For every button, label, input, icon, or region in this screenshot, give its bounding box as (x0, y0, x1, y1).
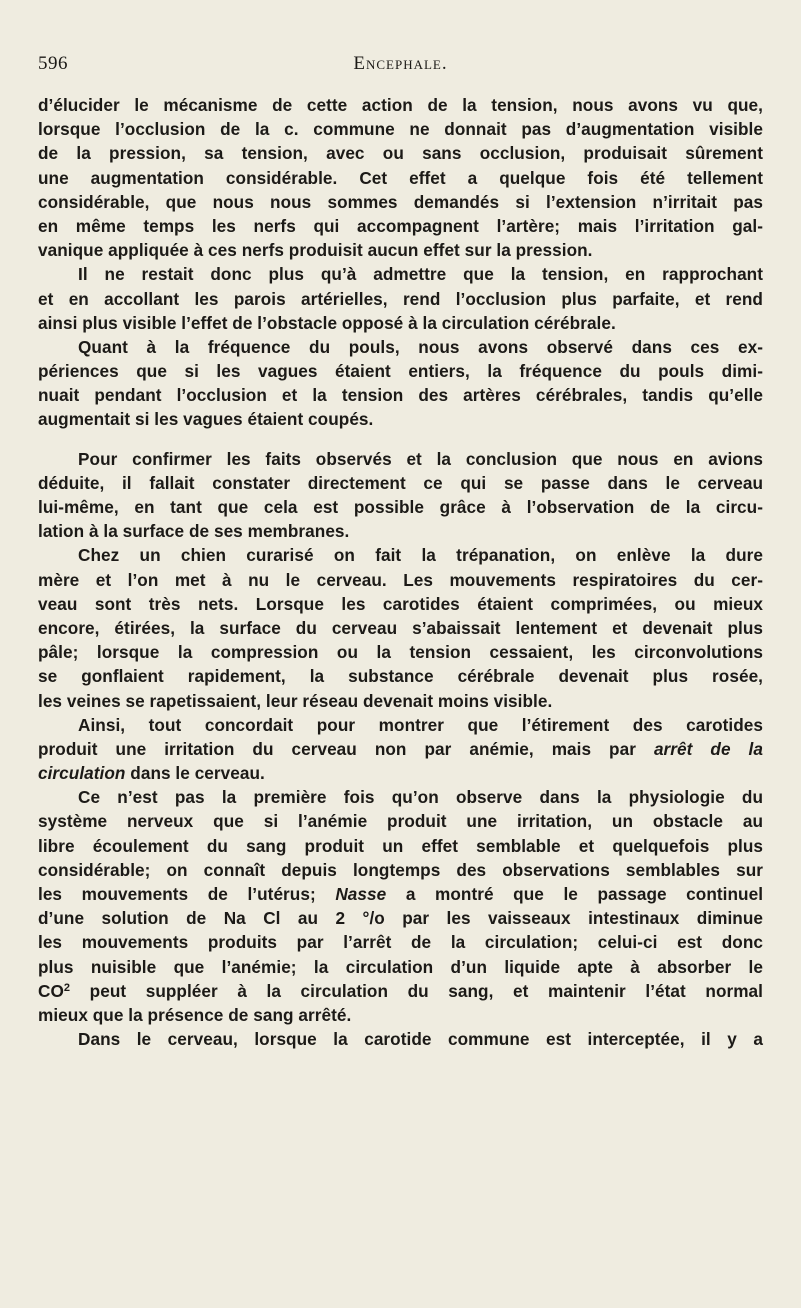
section-gap (38, 432, 763, 447)
running-head-text: Encephale. (353, 53, 448, 74)
text-line: vanique appliquée à ces nerfs produisit aucun effet sur la pression. (38, 240, 593, 261)
text-line: en même temps les nerfs qui accompagnent l’artère; mais l’irritation gal- (38, 215, 763, 236)
page-number: 596 (38, 53, 68, 74)
text-line: considérable, que nous nous sommes demandés si l’extension n’irritait pas (38, 191, 763, 212)
page-header (38, 53, 763, 83)
paragraph (38, 785, 763, 1027)
running-head (38, 53, 763, 75)
text-line: Ce n’est pas la première fois qu’on observe dans la physiologie du (78, 787, 763, 808)
text-span: par les vaisseaux intestinaux diminue (402, 908, 764, 929)
paragraph (38, 447, 763, 544)
text-span: CO (38, 980, 64, 1001)
text-line: Pour confirmer les faits observés et la conclusion que nous en avions (78, 448, 763, 469)
percent-sign: °/o (362, 908, 385, 929)
superscript: 2 (63, 981, 71, 994)
text-line: mère et l’on met à nu le cerveau. Les mouvements respiratoires du cer- (38, 569, 763, 590)
text-line: déduite, il fallait constater directement ce qui se passe dans le cerveau (38, 472, 763, 493)
body-text (38, 93, 763, 1051)
text-line: une augmentation considérable. Cet effet a quelque fois été tellement (38, 167, 763, 188)
text-span: les mouvements de l’utérus; (38, 884, 316, 904)
text-line: se gonflaient rapidement, la substance cérébrale devenait plus rosée, (38, 666, 763, 687)
text-line: Il ne restait donc plus qu’à admettre que la tension, en rapprochant (78, 264, 763, 285)
text-line (38, 979, 763, 1003)
italic-phrase: circulation (38, 763, 126, 784)
text-line: Quant à la fréquence du pouls, nous avons observé dans ces ex- (78, 336, 763, 357)
text-span: dans le cerveau. (130, 763, 265, 784)
paragraph (38, 335, 763, 432)
paragraph (38, 1027, 763, 1051)
text-span: a montré que le passage continuel (405, 884, 764, 904)
text-line: d’élucider le mécanisme de cette action de la tension, nous avons vu que, (38, 95, 763, 115)
text-line (38, 906, 763, 930)
paragraph (38, 543, 763, 712)
text-span: produit une irritation du cerveau non par anémie, mais par (38, 738, 636, 759)
text-line: libre écoulement du sang produit un effet semblable et quelquefois plus (38, 835, 763, 856)
paragraph (38, 713, 763, 786)
text-line: nuait pendant l’occlusion et la tension des artères cérébrales, tandis qu’elle (38, 385, 763, 406)
text-line: considérable; on connaît depuis longtemps des observations semblables sur (38, 859, 763, 880)
text-line: de la pression, sa tension, avec ou sans occlusion, produisait sûrement (38, 143, 763, 164)
paragraph (38, 262, 763, 335)
text-line: système nerveux que si l’anémie produit une irritation, un obstacle au (38, 811, 763, 832)
text-line: et en accollant les parois artérielles, rend l’occlusion plus parfaite, et rend (38, 288, 763, 309)
text-line: pâle; lorsque la compression ou la tension cessaient, les circonvolutions (38, 642, 763, 663)
text-line: Ainsi, tout concordait pour montrer que l’étirement des carotides (78, 714, 763, 735)
author-name: Nasse (335, 884, 387, 904)
text-line: lui-même, en tant que cela est possible grâce à l’observation de la circu- (38, 497, 763, 517)
text-line: les veines se rapetissaient, leur réseau devenait moins visible. (38, 690, 553, 711)
text-line: plus nuisible que l’anémie; la circulation d’un liquide apte à absorber le (38, 956, 763, 977)
italic-phrase: arrêt de la (653, 738, 763, 759)
text-line: lorsque l’occlusion de la c. commune ne donnait pas d’augmentation visible (38, 119, 763, 140)
text-line: périences que si les vagues étaient entiers, la fréquence du pouls dimi- (38, 361, 763, 382)
paragraph (38, 93, 763, 262)
text-line: encore, étirées, la surface du cerveau s’abaissait lentement et devenait plus (38, 617, 763, 638)
text-span: peut suppléer à la circulation du sang, et maintenir l’état normal (89, 980, 763, 1001)
text-line: ainsi plus visible l’effet de l’obstacle opposé à la circulation cérébrale. (38, 312, 616, 333)
text-line: Chez un chien curarisé on fait la trépanation, on enlève la dure (78, 545, 763, 566)
text-line (38, 882, 763, 906)
text-line (38, 761, 763, 785)
text-line: veau sont très nets. Lorsque les carotides étaient comprimées, ou mieux (38, 593, 763, 614)
text-line: mieux que la présence de sang arrêté. (38, 1004, 352, 1025)
text-line (38, 737, 763, 761)
text-line: augmentait si les vagues étaient coupés. (38, 409, 374, 430)
text-line: les mouvements produits par l’arrêt de la circulation; celui-ci est donc (38, 932, 763, 953)
text-line: lation à la surface de ses membranes. (38, 521, 350, 542)
text-line: Dans le cerveau, lorsque la carotide commune est interceptée, il y a (78, 1029, 763, 1050)
text-span: d’une solution de Na Cl au 2 (38, 908, 346, 929)
